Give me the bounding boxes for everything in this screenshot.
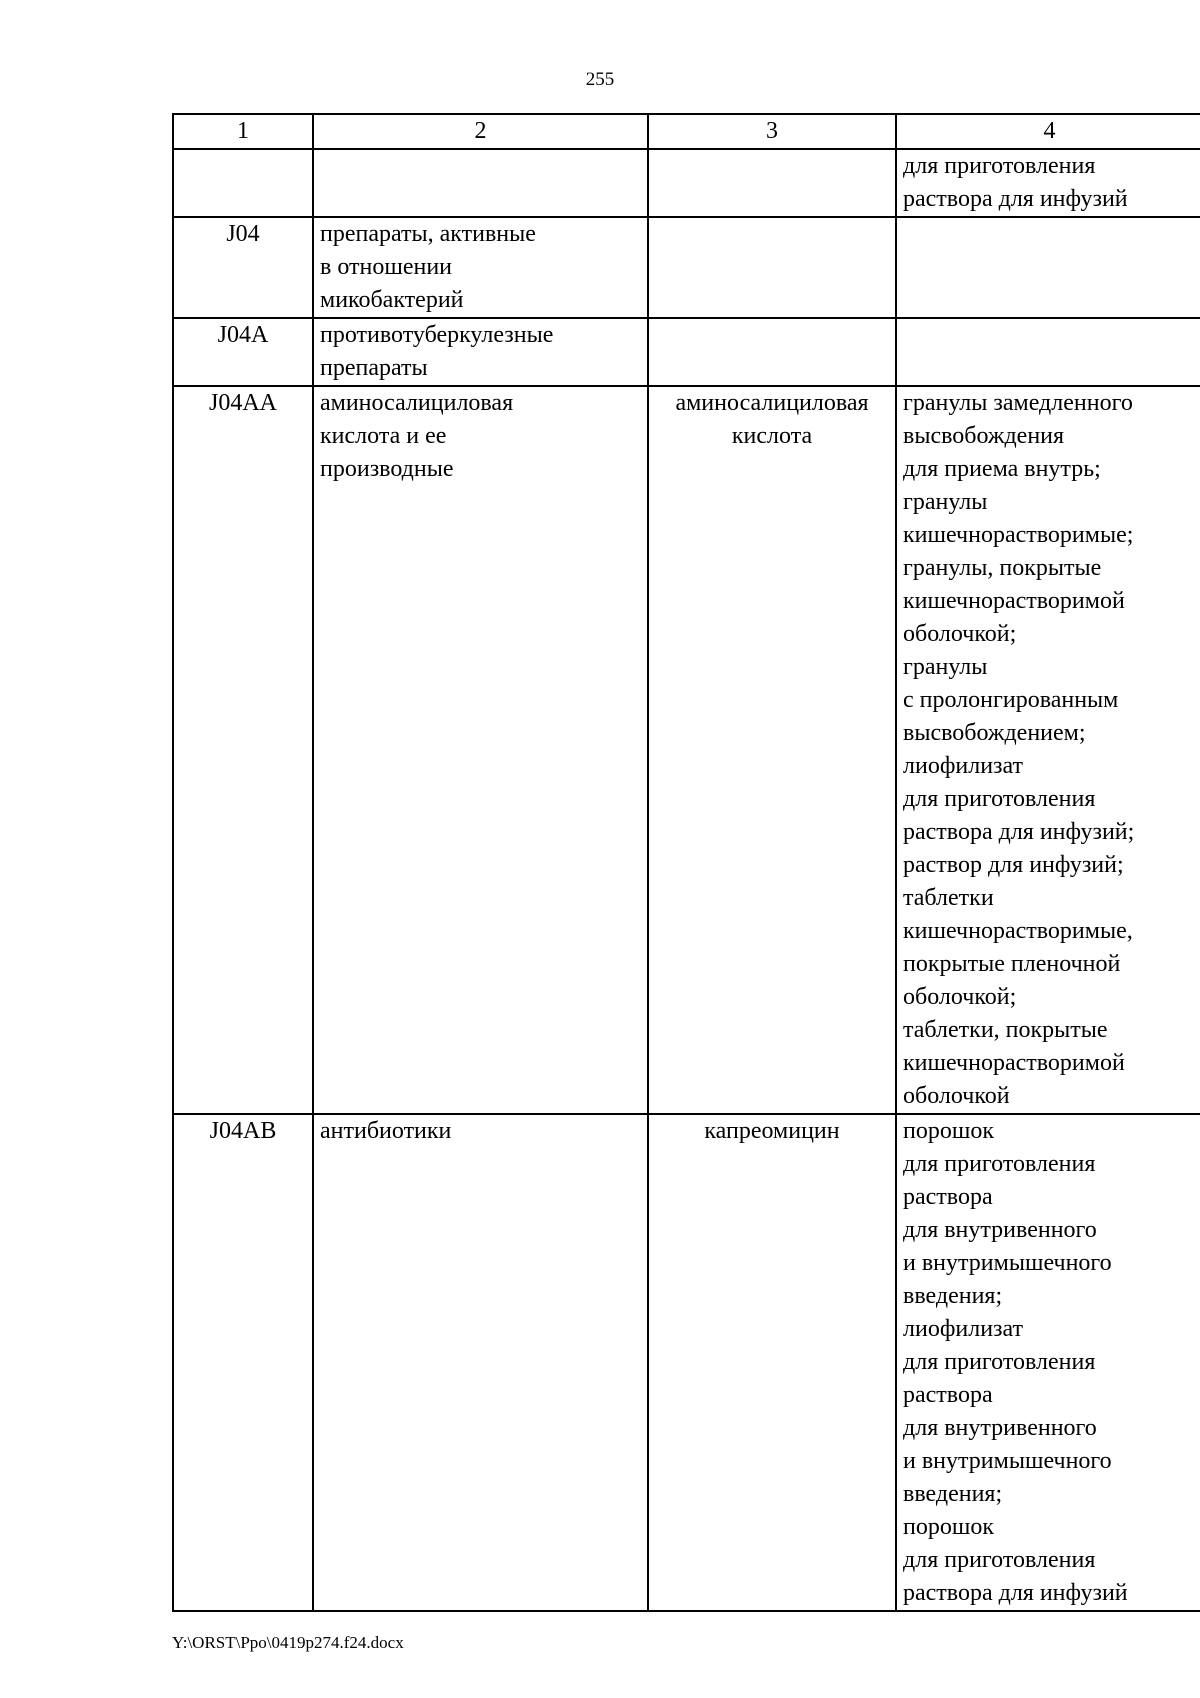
- forms-line: оболочкой;: [903, 621, 1017, 647]
- group-cell: [313, 149, 648, 217]
- forms-line: раствора: [903, 1382, 993, 1408]
- forms-line: лиофилизат: [903, 753, 1024, 779]
- table-row: [173, 217, 1200, 318]
- forms-line: оболочкой;: [903, 984, 1017, 1010]
- code-line: J04AA: [208, 390, 277, 416]
- forms-line: гранулы замедленного: [903, 390, 1133, 416]
- medication-table: [172, 113, 1200, 1612]
- forms-line: для внутривенного: [903, 1217, 1097, 1243]
- substance-cell: [648, 217, 896, 318]
- file-path-footer: Y:\ORST\Ppo\0419p274.f24.docx: [172, 1633, 404, 1652]
- header-col-1: 1: [173, 114, 313, 149]
- forms-line: и внутримышечного: [903, 1448, 1112, 1474]
- group-line: микобактерий: [320, 287, 464, 313]
- code-cell: [173, 149, 313, 217]
- forms-line: кишечнорастворимые;: [903, 522, 1134, 548]
- forms-line: раствора для инфузий: [903, 1580, 1128, 1606]
- forms-line: для внутривенного: [903, 1415, 1097, 1441]
- forms-line: кишечнорастворимой: [903, 1050, 1125, 1076]
- group-line: кислота и ее: [320, 423, 447, 449]
- forms-line: кишечнорастворимые,: [903, 918, 1133, 944]
- substance-line: капреомицин: [704, 1118, 840, 1144]
- code-line: J04: [226, 221, 260, 247]
- forms-line: гранулы, покрытые: [903, 555, 1102, 581]
- forms-line: покрытые пленочной: [903, 951, 1121, 977]
- substance-cell: [648, 318, 896, 386]
- forms-line: для приема внутрь;: [903, 456, 1101, 482]
- group-cell: [313, 386, 648, 1114]
- forms-line: порошок: [903, 1118, 994, 1144]
- substance-line: кислота: [731, 423, 813, 449]
- group-line: антибиотики: [320, 1118, 452, 1144]
- code-cell: [173, 217, 313, 318]
- forms-line: порошок: [903, 1514, 994, 1540]
- forms-cell: [896, 1114, 1200, 1611]
- forms-line: гранулы: [903, 654, 988, 680]
- code-cell: [173, 318, 313, 386]
- forms-cell: [896, 386, 1200, 1114]
- forms-line: лиофилизат: [903, 1316, 1024, 1342]
- group-line: препараты, активные: [320, 221, 536, 247]
- substance-cell: [648, 386, 896, 1114]
- forms-line: оболочкой: [903, 1083, 1010, 1109]
- forms-line: для приготовления: [903, 153, 1096, 179]
- table-row: [173, 386, 1200, 1114]
- group-line: аминосалициловая: [320, 390, 514, 416]
- table-row: [173, 1114, 1200, 1611]
- header-col-3: 3: [648, 114, 896, 149]
- table-body: [173, 114, 1200, 1611]
- forms-line: введения;: [903, 1481, 1003, 1507]
- page-number: 255: [585, 69, 615, 90]
- table-row: [173, 318, 1200, 386]
- group-line: производные: [320, 456, 454, 482]
- group-cell: [313, 318, 648, 386]
- group-cell: [313, 217, 648, 318]
- group-line: в отношении: [320, 254, 453, 280]
- code-line: J04AB: [209, 1118, 277, 1144]
- header-col-2: 2: [313, 114, 648, 149]
- forms-line: раствора для инфузий: [903, 186, 1128, 212]
- forms-line: высвобождением;: [903, 720, 1086, 746]
- forms-line: гранулы: [903, 489, 988, 515]
- group-line: препараты: [320, 355, 428, 381]
- forms-line: таблетки: [903, 885, 994, 911]
- forms-line: для приготовления: [903, 786, 1096, 812]
- group-cell: [313, 1114, 648, 1611]
- forms-line: высвобождения: [903, 423, 1065, 449]
- forms-line: кишечнорастворимой: [903, 588, 1125, 614]
- forms-line: раствор для инфузий;: [903, 852, 1124, 878]
- substance-line: аминосалициловая: [675, 390, 869, 416]
- forms-line: для приготовления: [903, 1547, 1096, 1573]
- forms-line: и внутримышечного: [903, 1250, 1112, 1276]
- substance-cell: [648, 1114, 896, 1611]
- code-line: J04A: [217, 322, 269, 348]
- header-col-4: 4: [896, 114, 1200, 149]
- forms-line: раствора для инфузий;: [903, 819, 1135, 845]
- group-line: противотуберкулезные: [320, 322, 554, 348]
- forms-line: для приготовления: [903, 1349, 1096, 1375]
- code-cell: [173, 1114, 313, 1611]
- substance-cell: [648, 149, 896, 217]
- table-header-row: [173, 114, 1200, 149]
- forms-cell: [896, 149, 1200, 217]
- forms-cell: [896, 217, 1200, 318]
- forms-line: таблетки, покрытые: [903, 1017, 1108, 1043]
- forms-line: введения;: [903, 1283, 1003, 1309]
- forms-line: для приготовления: [903, 1151, 1096, 1177]
- forms-cell: [896, 318, 1200, 386]
- code-cell: [173, 386, 313, 1114]
- forms-line: с пролонгированным: [903, 687, 1119, 713]
- table-row: [173, 149, 1200, 217]
- forms-line: раствора: [903, 1184, 993, 1210]
